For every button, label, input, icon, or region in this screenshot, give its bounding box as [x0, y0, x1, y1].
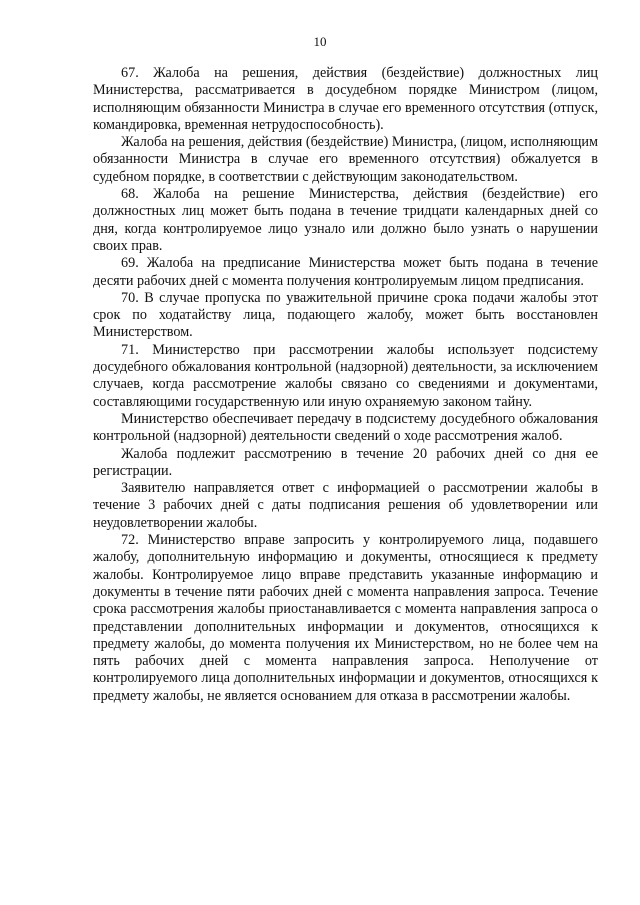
paragraph-71-deadline: Жалоба подлежит рассмотрению в течение 20 рабочих дней со дня ее регистрации.	[93, 445, 598, 479]
paragraph-67-minister: Жалоба на решения, действия (бездействие) Министра, (лицом, исполняющим обязанности Министра в случае его временного отсутствия) обжалуется в судебном порядке, в соответствии с действующим законодательством.	[93, 134, 598, 185]
paragraph-72: 72. Министерство вправе запросить у контролируемого лица, подавшего жалобу, дополнительную информацию и документы, относящиеся к предмету жалобы. Контролируемое лицо вправе представить указанные информацию и документы в течение пяти рабочих дней с момента направления запроса. Течение срока рассмотрения жалобы приостанавливается с момента направления запроса о представлении дополнительных информации и документов, относящихся к предмету жалобы, до момента получения их Министерством, но не более чем на пять рабочих дней с момента направления запроса. Неполучение от контролируемого лица дополнительных информации и документов, относящихся к предмету жалобы, не является основанием для отказа в рассмотрении жалобы.	[93, 532, 598, 704]
paragraph-67: 67. Жалоба на решения, действия (бездействие) должностных лиц Министерства, рассматривается в досудебном порядке Министром (лицом, исполняющим обязанности Министра в случае его временного отсутствия (отпуск, командировка, временная нетрудоспособность).	[93, 65, 598, 133]
page-number: 10	[313, 34, 327, 49]
paragraph-68: 68. Жалоба на решение Министерства, действия (бездействие) его должностных лиц может быть подана в течение тридцати календарных дней со дня, когда контролируемое лицо узнало или должно было узнать о нарушении своих прав.	[93, 186, 598, 254]
paragraph-70: 70. В случае пропуска по уважительной причине срока подачи жалобы этот срок по ходатайству лица, подающего жалобу, может быть восстановлен Министерством.	[93, 289, 598, 341]
paragraph-71-transfer: Министерство обеспечивает передачу в подсистему досудебного обжалования контрольной (надзорной) деятельности сведений о ходе рассмотрения жалоб.	[93, 410, 598, 445]
paragraph-69: 69. Жалоба на предписание Министерства может быть подана в течение десяти рабочих дней с момента получения контролируемым лицом предписания.	[93, 255, 598, 289]
document-body	[93, 65, 598, 705]
paragraph-71-response: Заявителю направляется ответ с информацией о рассмотрении жалобы в течение 3 рабочих дней с даты подписания решения об удовлетворении или неудовлетворении жалобы.	[93, 480, 598, 531]
paragraph-71: 71. Министерство при рассмотрении жалобы использует подсистему досудебного обжалования контрольной (надзорной) деятельности, за исключением случаев, когда рассмотрение жалобы связано со сведениями и документами, составляющими государственную или иную охраняемую законом тайну.	[93, 341, 598, 410]
